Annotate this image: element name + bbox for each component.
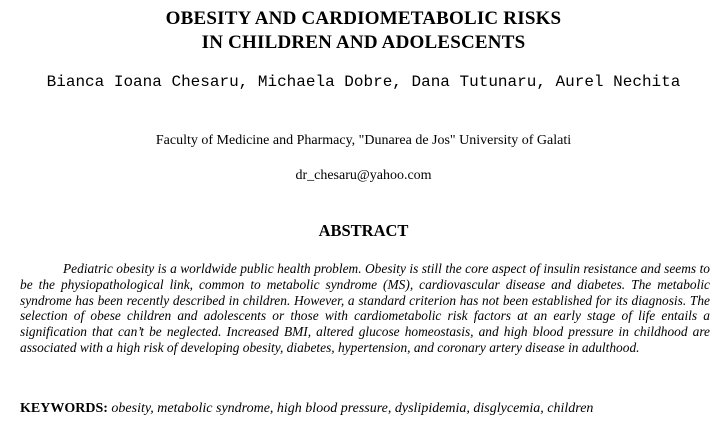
paper-title-line-1: OBESITY AND CARDIOMETABOLIC RISKS [165, 8, 562, 29]
author-list: Bianca Ioana Chesaru, Michaela Dobre, Dana Tutunaru, Aurel Nechita [46, 73, 681, 91]
contact-email: dr_chesaru@yahoo.com [295, 168, 432, 183]
abstract-text: Pediatric obesity is a worldwide public health problem. Obesity is still the core aspect of insulin resistance and seems to be the physiopathological link, common to metabolic syndrome (MS), cardiovascular disease and diabetes. The metabolic syndrome has been recently described in children. However, a standard criterion has not been established for its diagnosis. The selection of obese children and adolescents or those with cardiometabolic risk factors at an early stage of life entails a signification that can’t be neglected. Increased BMI, altered glucose homeostasis, and high blood pressure in childhood are associated with a high risk of developing obesity, diabetes, hypertension, and coronary artery disease in adulthood. [20, 261, 710, 355]
keywords-line [20, 400, 720, 418]
keywords-label: KEYWORDS: [20, 401, 108, 416]
abstract-heading: ABSTRACT [318, 221, 409, 240]
paper-title [0, 7, 727, 55]
keywords-list: obesity, metabolic syndrome, high blood pressure, dyslipidemia, disglycemia, children [111, 401, 594, 416]
affiliation: Faculty of Medicine and Pharmacy, "Dunarea de Jos" University of Galati [155, 133, 572, 148]
paper-title-line-2: IN CHILDREN AND ADOLESCENTS [201, 32, 526, 53]
